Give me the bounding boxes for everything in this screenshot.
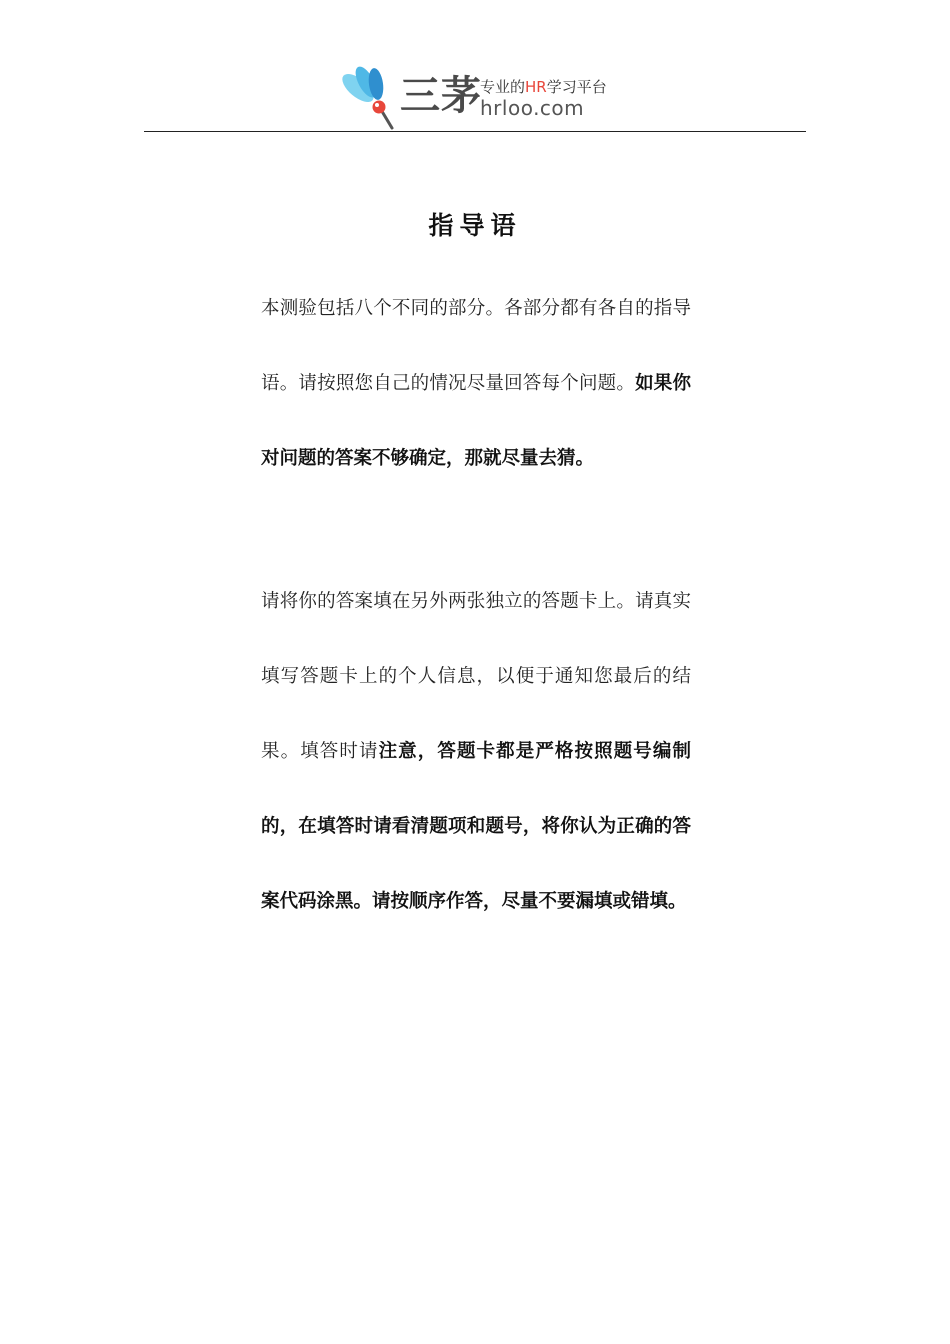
- paragraph-1-emphasis: 如果你对问题的答案不够确定，那就尽量去猜。: [261, 373, 691, 469]
- paragraph-1-text: 本测验包括八个不同的部分。各部分都有各自的指导语。请按照您自己的情况尽量回答每个问题。: [261, 298, 691, 394]
- tagline-suffix: 学习平台: [546, 78, 607, 96]
- hrloo-logo[interactable]: [336, 64, 636, 132]
- page-title: 指导语: [428, 210, 522, 240]
- tagline-highlight: HR: [525, 78, 547, 96]
- logo-tagline: [480, 78, 607, 96]
- tagline-prefix: 专业的: [480, 78, 526, 96]
- dragonfly-icon: [336, 64, 400, 132]
- paragraph-2-emphasis: 注意，答题卡都是严格按照题号编制的，在填答时请看清题项和题号，将你认为正确的答案代码涂黑。请按顺序作答，尽量不要漏填或错填。: [261, 741, 691, 912]
- instruction-paragraph-1: [261, 271, 691, 496]
- paragraph-2-text: 请将你的答案填在另外两张独立的答题卡上。请真实填写答题卡上的个人信息，以便于通知您最后的结果。填答时请: [261, 591, 691, 762]
- header-divider: [144, 131, 806, 132]
- instruction-paragraph-2: [261, 564, 691, 939]
- logo-url: hrloo.com: [480, 96, 585, 120]
- page-header: [0, 0, 950, 134]
- logo-name: 三茅: [400, 73, 482, 119]
